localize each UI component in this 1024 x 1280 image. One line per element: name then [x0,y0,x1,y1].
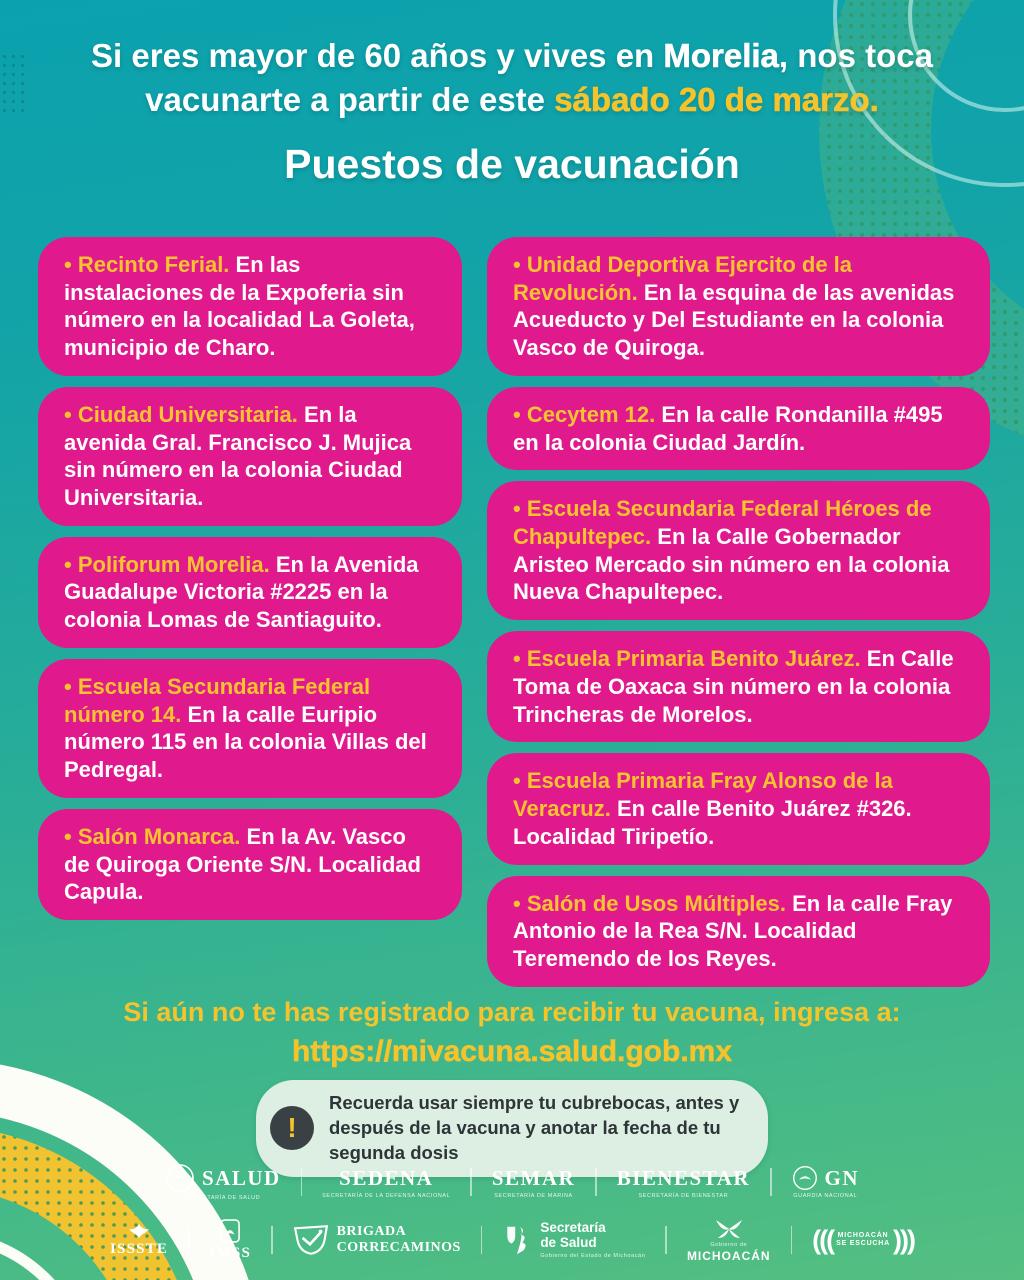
sedena-wordmark: SEDENA [339,1165,434,1190]
location-name: Recinto Ferial. [77,252,230,277]
location-desc: En la Av. Vasco de Quiroga Oriente S/N. Localidad Capula. [64,823,421,905]
secretaria-salud-caption: Gobierno del Estado de Michoacán [540,1252,646,1259]
headline [62,34,962,122]
radio-wordmark-line1: MICHOACÁN [837,1231,889,1239]
semar-caption: SECRETARÍA DE MARINA [494,1192,573,1199]
bullet-icon: • [513,401,521,427]
bienestar-caption: SECRETARÍA DE BIENESTAR [638,1192,729,1199]
headline-date: sábado 20 de marzo. [554,80,879,118]
brigada-wordmark-line1: BRIGADA [336,1223,407,1239]
radio-wordmark-line2: SE ESCUCHA [836,1240,890,1247]
location-name: Salón de Usos Múltiples. [526,890,786,916]
brigada-wordmark-line2: CORRECAMINOS [336,1240,461,1255]
registration-url-link[interactable]: https://mivacuna.salud.gob.mx [291,1035,733,1068]
salud-wordmark: SALUD [201,1165,281,1190]
location-desc: En las instalaciones de la Expoferia sin número en la localidad La Goleta, municipio de Charo. [64,252,415,361]
location-name: Poliforum Morelia. [77,551,270,577]
location-card-recinto-ferial [38,237,462,376]
bullet-icon: • [64,551,72,577]
issste-emblem-icon [128,1223,150,1239]
logo-salud [145,1163,301,1201]
location-card-ciudad-universitaria [38,387,462,526]
location-card-primaria-benito-juarez [487,631,990,742]
logo-brigada-correcaminos [273,1224,481,1256]
location-card-salon-monarca [38,809,462,920]
location-card-secundaria-heroes [487,481,990,620]
decorative-dot-patch [0,52,30,112]
bullet-icon: • [513,890,521,916]
page-title: Puestos de vacunación [284,141,740,187]
location-desc: En la avenida Gral. Francisco J. Mujica sin número en la colonia Ciudad Universitaria. [64,401,412,511]
location-name: Salón Monarca. [77,823,241,849]
registration-cta [0,997,1024,1069]
headline-part1: Si eres mayor de 60 años y vives en [91,37,664,74]
logo-semar [472,1166,595,1199]
location-desc: En la esquina de las avenidas Acueducto y Del Estudiante en la colonia Vasco de Quiroga. [513,279,955,361]
logo-secretaria-salud-michoacan [482,1221,665,1259]
imss-emblem-icon [220,1219,240,1243]
location-card-unidad-deportiva [487,237,990,376]
bullet-icon: • [513,496,521,522]
bullet-icon: • [64,252,72,277]
bullet-icon: • [513,768,521,794]
michoacan-pre-label: Gobierno de [710,1241,748,1248]
brigada-shield-icon [293,1224,329,1256]
left-column [38,237,462,987]
gn-caption: GUARDIA NACIONAL [793,1193,858,1199]
issste-wordmark: ISSSTE [110,1240,169,1257]
location-desc: En la calle Rondanilla #495 en la colonia Ciudad Jardín. [513,401,943,455]
logo-issste [90,1223,188,1258]
imss-wordmark: IMSS [209,1244,252,1261]
logo-sedena [302,1166,470,1199]
bullet-icon: • [513,252,521,277]
semar-wordmark: SEMAR [491,1165,576,1190]
location-desc: En la Avenida Guadalupe Victoria #2225 en la colonia Lomas de Santiaguito. [64,551,419,633]
logo-gn [772,1165,880,1199]
alert-icon: ! [270,1106,314,1150]
location-desc: En Calle Toma de Oaxaca sin número en la colonia Trincheras de Morelos. [513,646,954,727]
logo-bienestar [597,1166,770,1199]
location-name: Escuela Primaria Benito Juárez. [526,646,861,672]
logo-imss [190,1219,271,1262]
location-name: Escuela Primaria Fray Alonso de la Veracruz. [513,768,893,822]
gn-wordmark: GN [824,1165,860,1190]
location-card-cecytem-12 [487,387,990,470]
secretaria-salud-wordmark-line1: Secretaría [540,1220,606,1236]
headline-city: Morelia [663,37,779,74]
sedena-caption: SECRETARÍA DE LA DEFENSA NACIONAL [322,1192,451,1199]
secretaria-salud-emblem-icon [502,1224,532,1256]
bullet-icon: • [64,673,72,699]
logo-michoacan-se-escucha [792,1225,934,1256]
secretaria-salud-wordmark-line2: de Salud [540,1235,597,1250]
location-name: Ciudad Universitaria. [77,401,298,427]
salud-caption: SECRETARÍA DE SALUD [185,1195,261,1201]
bullet-icon: • [64,823,72,849]
bullet-icon: • [64,401,72,427]
michoacan-wordmark: MICHOACÁN [686,1248,771,1263]
location-desc: En la calle Fray Antonio de la Rea S/N. Localidad Teremendo de los Reyes. [513,890,953,971]
location-desc: En la Calle Gobernador Aristeo Mercado sin número en la colonia Nueva Chapultepec. [513,524,950,605]
location-name: Escuela Secundaria Federal número 14. [64,673,371,727]
bullet-icon: • [513,646,521,672]
logo-gobierno-michoacan [667,1218,791,1263]
headline-part2: , nos toca vacunarte a partir de este [145,37,933,118]
footer-logos-row2 [0,1210,1024,1270]
location-card-secundaria-14 [38,659,462,798]
registration-text: Si aún no te has registrado para recibir tu vacuna, ingresa a: [123,997,901,1027]
location-name: Cecytem 12. [526,401,656,427]
location-name: Unidad Deportiva Ejercito de la Revolución. [513,252,853,305]
gn-emblem-icon [792,1165,818,1191]
radio-waves-left-icon: ((( [812,1224,834,1255]
salud-emblem-icon [165,1163,195,1193]
location-card-salon-usos-multiples [487,876,990,987]
radio-waves-right-icon: ))) [893,1224,914,1255]
location-columns [38,237,990,987]
location-name: Escuela Secundaria Federal Héroes de Chapultepec. [513,496,932,550]
right-column [487,237,990,987]
location-card-primaria-fray-alonso [487,753,990,864]
footer-logos-row1 [0,1160,1024,1204]
location-card-poliforum [38,537,462,648]
reminder-text: Recuerda usar siempre tu cubrebocas, antes y después de la vacuna y anotar la fecha de tu segunda dosis [329,1092,740,1163]
bienestar-wordmark: BIENESTAR [616,1165,751,1190]
location-desc: En calle Benito Juárez #326. Localidad Tiripetío. [513,796,912,849]
location-desc: En la calle Euripio número 115 en la colonia Villas del Pedregal. [64,701,427,783]
michoacan-butterfly-icon [714,1218,744,1240]
